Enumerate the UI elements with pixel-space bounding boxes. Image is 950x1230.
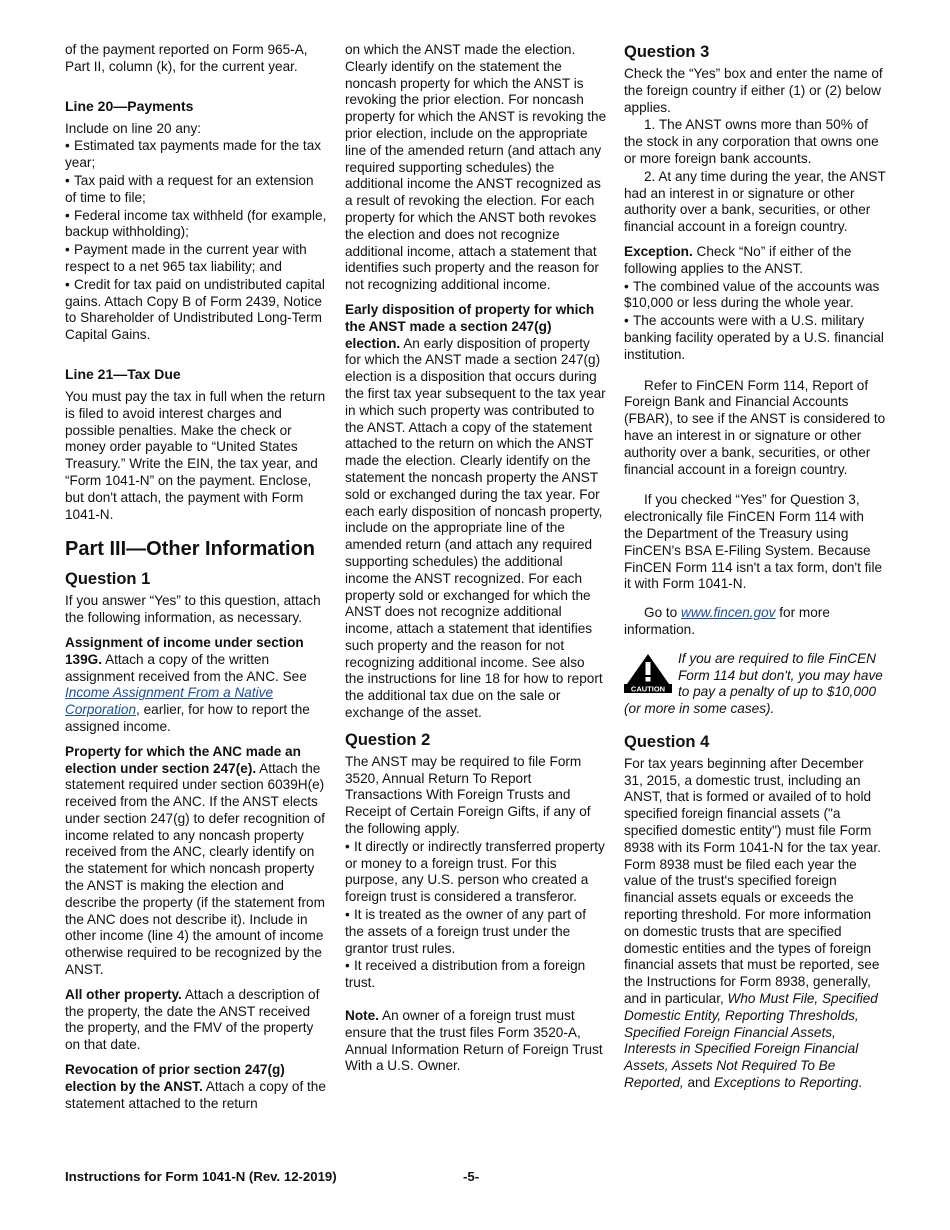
paragraph: For tax years beginning after December 31, 2015, a domestic trust, including an ANST, that is formed or availed of to hold specified foreign financial assets ("a specified domestic entity") must file Form 8938 with its Form 1041-N for the tax year. Form 8938 must be filed each year the value of the trust's specified foreign financial assets equals or exceeds the reporting threshold. For more information on domestic trusts that are specified domestic entities and the types of foreign financial assets that must be reported, see the Instructions for Form 8938, generally, and in particular, Who Must File, Specified Domestic Entity, Reporting Thresholds, Specified Foreign Financial Assets, Interests in Specified Foreign Financial Assets, Assets Not Required To Be Reported, and Exceptions to Reporting. — [624, 755, 881, 1091]
list-item: • It is treated as the owner of any part of the assets of a foreign trust under the grantor trust rules. — [345, 907, 586, 956]
fincen-link[interactable]: www.fincen.gov — [681, 605, 776, 621]
footer-form-title: Instructions for Form 1041-N (Rev. 12-2019) — [65, 1169, 337, 1184]
bullet-icon: • — [345, 838, 350, 854]
list-item: • The combined value of the accounts was $10,000 or less during the whole year. — [624, 278, 880, 311]
paragraph: All other property. Attach a description of the property, the date the ANST received the property, and the FMV of the property on that date. — [65, 986, 320, 1053]
paragraph: If you checked “Yes” for Question 3, electronically file FinCEN Form 114 with the Department of the Treasury using FinCEN's BSA E-Filing System. Because FinCEN Form 114 isn't a tax form, don't file it with Form 1041-N. — [624, 492, 883, 592]
footer-page-number: -5- — [463, 1169, 480, 1184]
list-item: • The accounts were with a U.S. military banking facility operated by a U.S. financial institution. — [624, 313, 884, 362]
paragraph: on which the ANST made the election. Clearly identify on the statement the noncash property for which the ANST is revoking the prior election. For noncash property for which the ANST is revoking the prior election, include on the appropriate line of the amended return (and attach any required supporting schedules) the additional income the ANST recognized as a result of revoking the election. For each property for which the ANST both revokes the election and does not recognize additional income, attach a statement that identifies such property and the reason for not recognizing additional income. — [345, 42, 607, 293]
list-item: • Tax paid with a request for an extension of time to file; — [65, 172, 314, 205]
bullet-icon: • — [345, 958, 350, 974]
list-item: • Estimated tax payments made for the tax year; — [65, 138, 322, 171]
paragraph: Exception. Check “No” if either of the following applies to the ANST. — [624, 243, 852, 276]
paragraph: You must pay the tax in full when the return is filed to avoid interest charges and possible penalties. Make the check or money order payable to “United States Treasury.” Write the EIN, the tax year, and “Form 1041-N” on the payment. Enclose, but don't attach, the payment with Form 1041-N. — [65, 388, 326, 522]
question-1-heading: Question 1 — [65, 570, 151, 589]
part-heading: Part III—Other Information — [65, 538, 316, 561]
bullet-icon: • — [65, 242, 70, 258]
caution-label: CAUTION — [630, 684, 666, 693]
section-heading-line-21: Line 21—Tax Due — [65, 365, 181, 382]
bullet-icon: • — [65, 172, 70, 188]
paragraph: Revocation of prior section 247(g) election by the ANST. Attach a copy of the statement attached to the return — [65, 1062, 326, 1111]
column-3 — [624, 42, 886, 1100]
question-4-heading: Question 4 — [624, 732, 710, 751]
list-item: • Payment made in the current year with respect to a net 965 tax liability; and — [65, 242, 307, 274]
column-2 — [345, 42, 607, 1083]
section-heading-line-20: Line 20—Payments — [65, 97, 194, 114]
caution-icon — [624, 653, 672, 693]
bullet-icon: • — [624, 313, 629, 329]
paragraph: Early disposition of property for which the ANST made a section 247(g) election. An early disposition of property for which the ANST made a section 247(g) election is a disposition that occurs during the first tax year subsequent to the tax year in which such property was contributed to the ANST. Attach a copy of the statement attached to the return on which the ANST made the election. Clearly identify on the statement the noncash property the ANST sold or exchanged during the tax year. For each early disposition of noncash property, include on the appropriate line of the amended return (and attach any required supporting schedules) the additional income the ANST recognized. For each property sold or exchanged for which the ANST does not recognize additional income, attach a statement that identifies such property and the reason for not recognizing additional income. See also the instructions for line 18 for how to report the additional tax due on the sale or exchange of the asset. — [345, 301, 606, 721]
paragraph: The ANST may be required to file Form 3520, Annual Return To Report Transactions With Foreign Trusts and Receipt of Certain Foreign Gifts, if any of the following apply. — [345, 753, 591, 837]
bullet-icon: • — [345, 907, 350, 923]
list-item: • It directly or indirectly transferred property or money to a foreign trust. For this purpose, any U.S. person who created a foreign trust is considered a transferor. — [345, 838, 605, 905]
column-1 — [65, 42, 327, 1120]
list-item: • It received a distribution from a foreign trust. — [345, 958, 586, 991]
paragraph: of the payment reported on Form 965-A, Part II, column (k), for the current year. — [65, 42, 308, 74]
question-2-heading: Question 2 — [345, 730, 431, 749]
paragraph: Check the “Yes” box and enter the name of the foreign country if either (1) or (2) below applies. — [624, 66, 883, 115]
numbered-item: 2. At any time during the year, the ANST had an interest in or signature or other authority over a bank, securities, or other financial account in a foreign country. — [624, 168, 886, 235]
paragraph: Refer to FinCEN Form 114, Report of Foreign Bank and Financial Accounts (FBAR), to see if the ANST is considered to have an interest in or signature or other authority over a bank, securities, or other financial account in a foreign country. — [624, 377, 886, 477]
paragraph: Include on line 20 any: — [65, 120, 202, 136]
bullet-icon: • — [65, 138, 70, 154]
paragraph: If you answer “Yes” to this question, attach the following information, as necessary. — [65, 593, 321, 626]
numbered-item: 1. The ANST owns more than 50% of the stock in any corporation that owns one or more foreign bank accounts. — [624, 117, 879, 166]
bullet-icon: • — [65, 276, 70, 292]
income-assignment-link[interactable]: Income Assignment From a Native Corporation — [65, 685, 274, 718]
question-3-heading: Question 3 — [624, 43, 710, 61]
paragraph: Property for which the ANC made an election under section 247(e). Attach the statement required under section 6039H(e) received from the ANC. If the ANST elects under section 247(g) to defer recognition of income related to any noncash property received from the ANC, clearly identify on the statement for which noncash property the ANST is making the election and describe the property (if the statement from the ANC does not describe it). Include in other income (line 4) the amount of income otherwise required to be recognized by the ANST. — [65, 743, 325, 978]
list-item: • Federal income tax withheld (for example, backup withholding); — [65, 207, 327, 240]
bullet-icon: • — [65, 207, 70, 223]
caution-box — [624, 651, 886, 718]
list-item: • Credit for tax paid on undistributed capital gains. Attach Copy B of Form 2439, Notice to Shareholder of Undistributed Long-Term Capital Gains. — [65, 276, 325, 343]
paragraph: Note. An owner of a foreign trust must ensure that the trust files Form 3520-A, Annual Information Return of Foreign Trust With a U.S. Owner. — [345, 1008, 603, 1074]
paragraph: Assignment of income under section 139G. Attach a copy of the written assignment received from the ANC. See Income Assignment From a Native Corporation, earlier, for how to report the assigned income. — [65, 634, 310, 734]
caution-text: If you are required to file FinCEN Form 114 but don't, you may have to pay a penalty of up to $10,000 (or more in some cases). — [624, 650, 883, 717]
bullet-icon: • — [624, 278, 629, 294]
paragraph: Go to www.fincen.gov for more information. — [624, 605, 830, 637]
